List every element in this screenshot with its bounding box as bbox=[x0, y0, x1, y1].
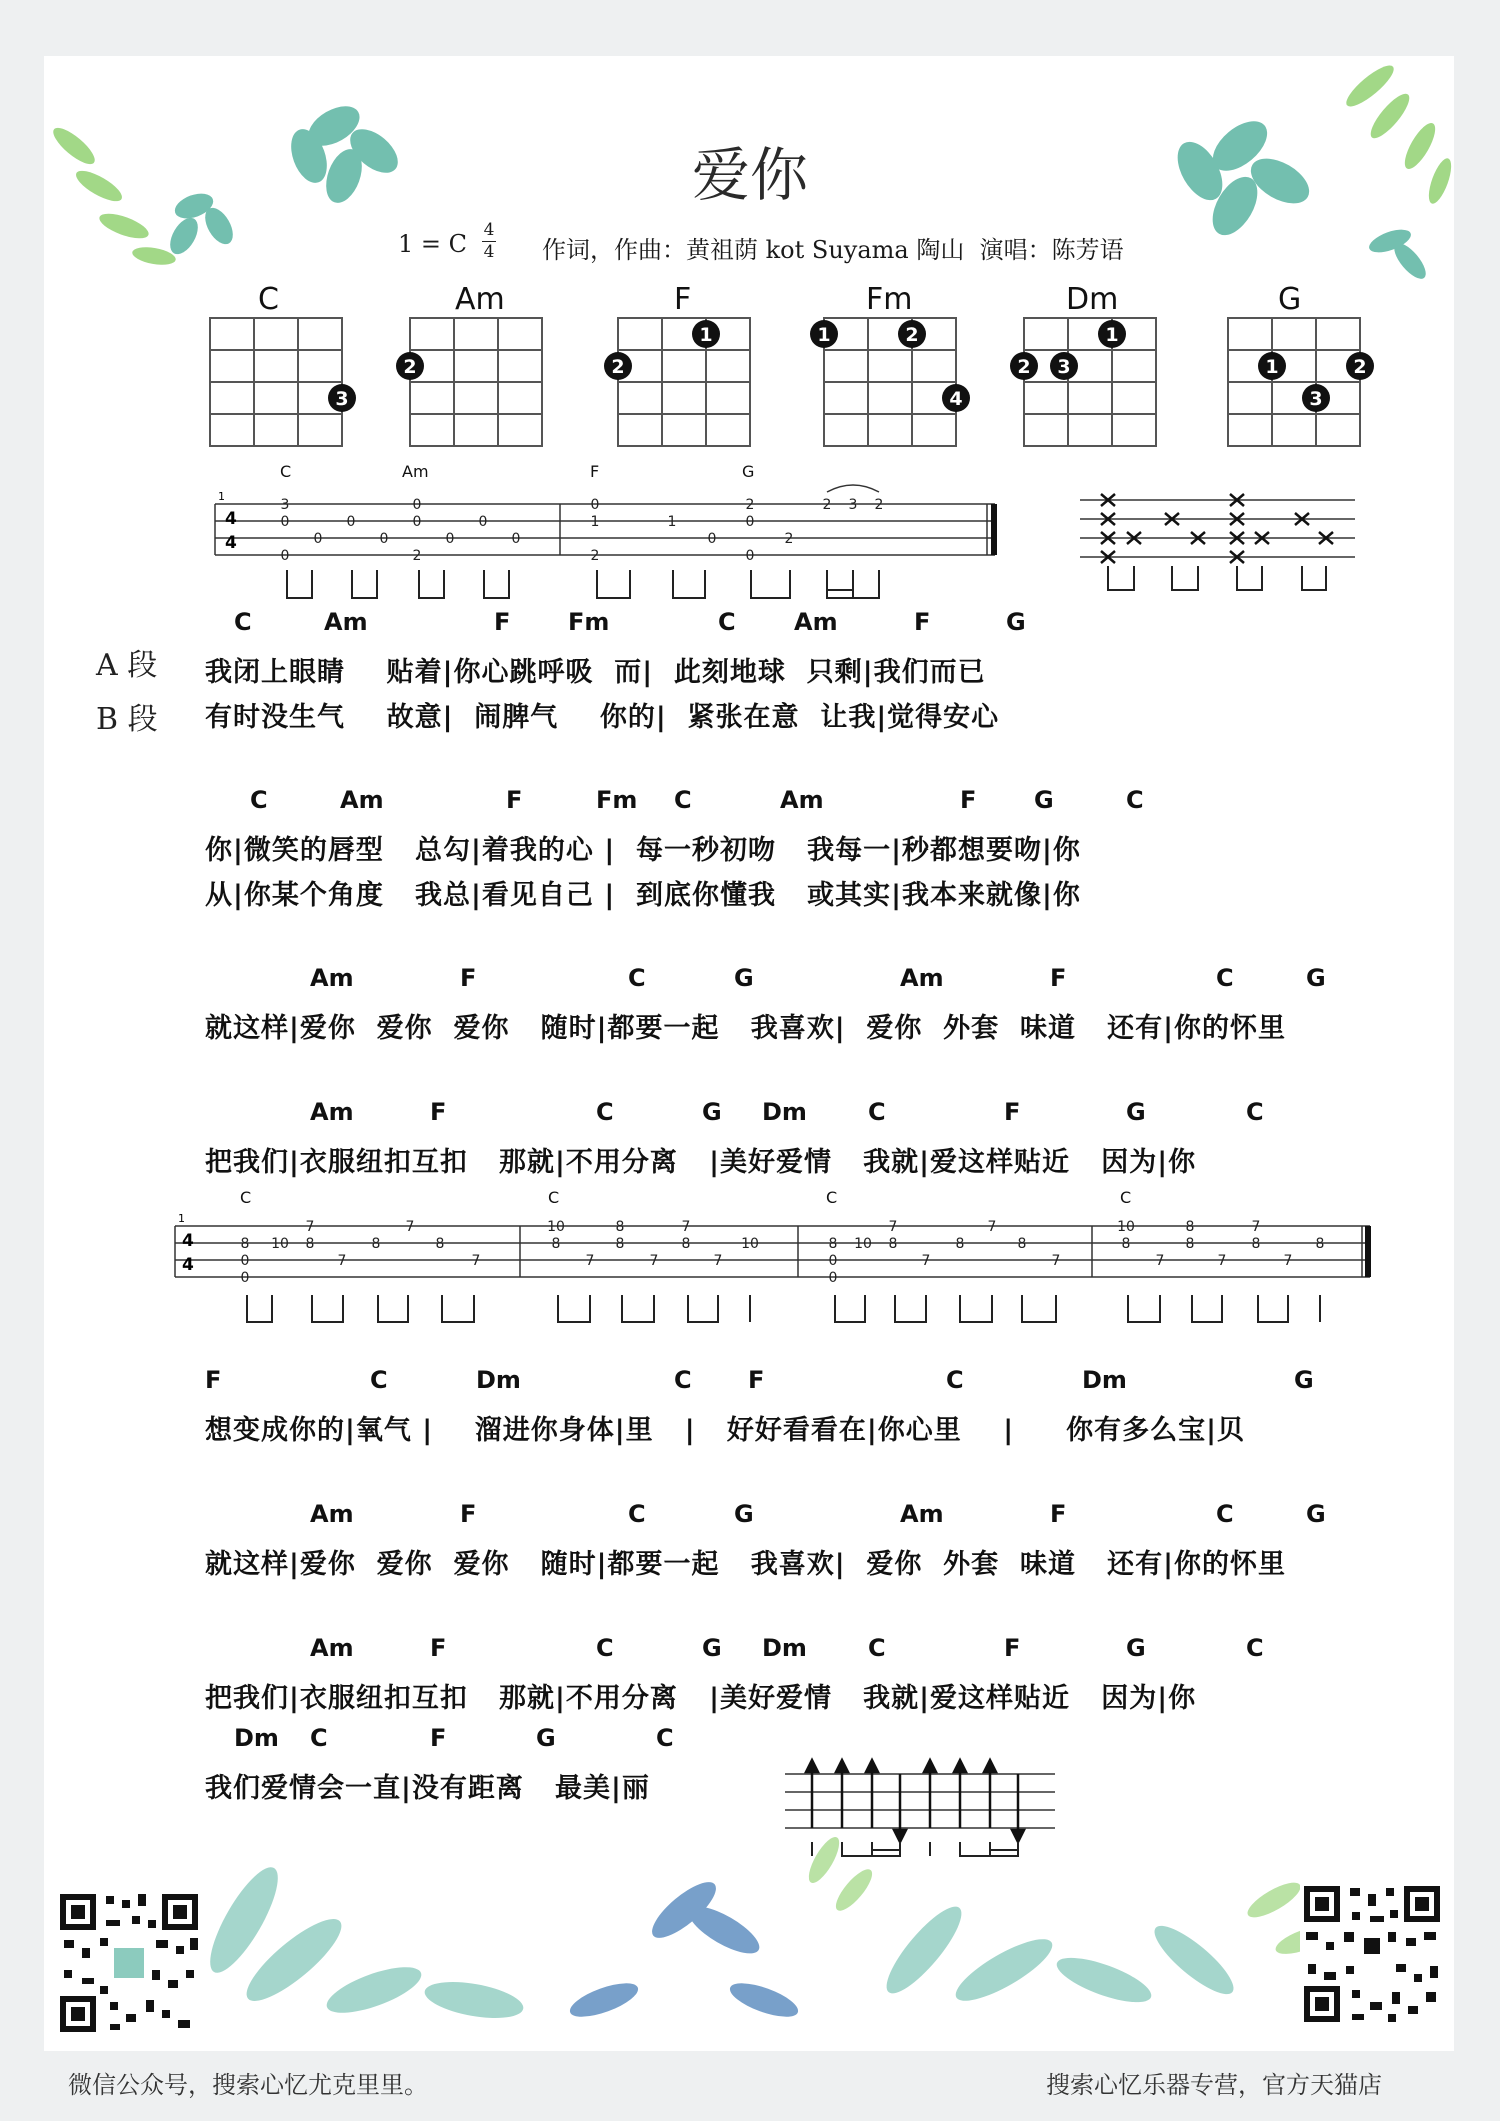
svg-text:0: 0 bbox=[707, 531, 717, 547]
svg-text:10: 10 bbox=[547, 1219, 565, 1235]
chord: G bbox=[734, 964, 754, 992]
svg-text:8: 8 bbox=[1185, 1219, 1195, 1235]
chord: C bbox=[1216, 1500, 1234, 1528]
intro-tab bbox=[205, 460, 1020, 610]
chord: F bbox=[1050, 1500, 1067, 1528]
chord: C bbox=[718, 608, 736, 636]
chord: F bbox=[430, 1724, 447, 1752]
svg-text:7: 7 bbox=[681, 1219, 691, 1235]
chord-diagrams bbox=[190, 280, 1390, 460]
lyric-line: 就这样|爱你 爱你 爱你 随时|都要一起 我喜欢| 爱你 外套 味道 还有|你的怀里 bbox=[205, 1013, 1287, 1044]
chord: G bbox=[536, 1724, 556, 1752]
svg-text:7: 7 bbox=[987, 1219, 997, 1235]
svg-text:8: 8 bbox=[435, 1236, 445, 1252]
svg-text:7: 7 bbox=[1217, 1253, 1227, 1269]
chord-name-fm: Fm bbox=[866, 282, 913, 317]
svg-text:7: 7 bbox=[1251, 1219, 1261, 1235]
lyric-line: 我闭上眼睛 贴着|你心跳呼吸 而| 此刻地球 只剩|我们而已 bbox=[205, 657, 986, 688]
chord: Am bbox=[900, 964, 944, 992]
svg-text:7: 7 bbox=[713, 1253, 723, 1269]
svg-text:7: 7 bbox=[1155, 1253, 1165, 1269]
svg-text:1: 1 bbox=[667, 514, 677, 530]
svg-text:0: 0 bbox=[478, 514, 488, 530]
svg-text:3: 3 bbox=[280, 497, 290, 513]
chord-name-am: Am bbox=[455, 282, 505, 317]
lyric-line: 把我们|衣服纽扣互扣 那就|不用分离 |美好爱情 我就|爱这样贴近 因为|你 bbox=[205, 1147, 1197, 1178]
svg-text:2: 2 bbox=[412, 548, 422, 564]
svg-text:7: 7 bbox=[649, 1253, 659, 1269]
chord: F bbox=[1004, 1634, 1021, 1662]
chord: Am bbox=[310, 1634, 354, 1662]
chord: Am bbox=[310, 964, 354, 992]
svg-text:7: 7 bbox=[1283, 1253, 1293, 1269]
chord: G bbox=[1034, 786, 1054, 814]
svg-text:7: 7 bbox=[921, 1253, 931, 1269]
lyric-line: 就这样|爱你 爱你 爱你 随时|都要一起 我喜欢| 爱你 外套 味道 还有|你的怀里 bbox=[205, 1549, 1287, 1580]
svg-text:7: 7 bbox=[337, 1253, 347, 1269]
chord-f bbox=[604, 318, 750, 446]
chord: F bbox=[748, 1366, 765, 1394]
tab2-chord-4: C bbox=[1120, 1188, 1132, 1207]
svg-text:3: 3 bbox=[848, 497, 858, 513]
svg-text:0: 0 bbox=[313, 531, 323, 547]
chord: Am bbox=[310, 1500, 354, 1528]
chord-name-dm: Dm bbox=[1066, 282, 1119, 317]
svg-text:8: 8 bbox=[1017, 1236, 1027, 1252]
svg-text:1: 1 bbox=[699, 324, 713, 346]
time-signature-top: 4 bbox=[483, 220, 495, 240]
svg-text:2: 2 bbox=[403, 356, 417, 378]
tab1-chord-1: C bbox=[280, 462, 292, 481]
tab2-chord-2: C bbox=[548, 1188, 560, 1207]
svg-text:8: 8 bbox=[1251, 1236, 1261, 1252]
chord: F bbox=[460, 964, 477, 992]
svg-text:7: 7 bbox=[888, 1219, 898, 1235]
svg-text:0: 0 bbox=[828, 1253, 838, 1269]
tab1-chord-3: F bbox=[590, 462, 600, 481]
chord-c bbox=[210, 318, 356, 446]
svg-text:8: 8 bbox=[681, 1236, 691, 1252]
svg-text:0: 0 bbox=[379, 531, 389, 547]
svg-text:1: 1 bbox=[1105, 324, 1119, 346]
chord: F bbox=[205, 1366, 222, 1394]
svg-text:3: 3 bbox=[1057, 356, 1071, 378]
svg-text:4: 4 bbox=[182, 1231, 194, 1251]
chord: F bbox=[960, 786, 977, 814]
chord: F bbox=[914, 608, 931, 636]
lyric-line: 你|微笑的唇型 总勾|着我的心 | 每一秒初吻 我每一|秒都想要吻|你 bbox=[205, 835, 1081, 866]
chord: Am bbox=[900, 1500, 944, 1528]
chord: Am bbox=[340, 786, 384, 814]
chord: C bbox=[674, 1366, 692, 1394]
chord: C bbox=[656, 1724, 674, 1752]
chord: F bbox=[430, 1634, 447, 1662]
chord: C bbox=[310, 1724, 328, 1752]
chord: Dm bbox=[1082, 1366, 1127, 1394]
svg-text:4: 4 bbox=[949, 388, 963, 410]
chord: C bbox=[370, 1366, 388, 1394]
chord: F bbox=[1050, 964, 1067, 992]
chord: G bbox=[1306, 1500, 1326, 1528]
chord: C bbox=[596, 1098, 614, 1126]
svg-text:2: 2 bbox=[1353, 356, 1367, 378]
svg-text:2: 2 bbox=[874, 497, 884, 513]
chord: C bbox=[946, 1366, 964, 1394]
qr-code-right bbox=[1300, 1882, 1444, 2026]
svg-text:7: 7 bbox=[305, 1219, 315, 1235]
svg-text:8: 8 bbox=[371, 1236, 381, 1252]
qr-code-left bbox=[56, 1890, 202, 2036]
tab2-chord-3: C bbox=[826, 1188, 838, 1207]
chord: C bbox=[1216, 964, 1234, 992]
tab1-chord-4: G bbox=[742, 462, 755, 481]
svg-text:1: 1 bbox=[1265, 356, 1279, 378]
svg-text:1: 1 bbox=[178, 1212, 185, 1225]
tab1-chord-2: Am bbox=[402, 462, 429, 481]
svg-text:7: 7 bbox=[471, 1253, 481, 1269]
svg-text:7: 7 bbox=[1051, 1253, 1061, 1269]
svg-text:8: 8 bbox=[1185, 1236, 1195, 1252]
lyric-line: 从|你某个角度 我总|看见自己 | 到底你懂我 或其实|我本来就像|你 bbox=[205, 880, 1081, 911]
svg-text:4: 4 bbox=[225, 509, 237, 529]
chord: F bbox=[1004, 1098, 1021, 1126]
svg-text:0: 0 bbox=[346, 514, 356, 530]
chord: C bbox=[628, 1500, 646, 1528]
svg-text:10: 10 bbox=[271, 1236, 289, 1252]
svg-text:0: 0 bbox=[590, 497, 600, 513]
svg-text:0: 0 bbox=[745, 548, 755, 564]
chord: Fm bbox=[596, 786, 638, 814]
svg-text:0: 0 bbox=[412, 497, 422, 513]
svg-text:8: 8 bbox=[955, 1236, 965, 1252]
chord: Dm bbox=[234, 1724, 279, 1752]
svg-text:8: 8 bbox=[615, 1219, 625, 1235]
svg-text:4: 4 bbox=[225, 533, 237, 553]
chord: Fm bbox=[568, 608, 610, 636]
svg-text:10: 10 bbox=[1117, 1219, 1135, 1235]
svg-text:1: 1 bbox=[590, 514, 600, 530]
lyric-line: 有时没生气 故意| 闹脾气 你的| 紧张在意 让我|觉得安心 bbox=[205, 702, 1000, 733]
svg-text:8: 8 bbox=[551, 1236, 561, 1252]
section-label-a: A 段 bbox=[96, 648, 158, 683]
chord: C bbox=[1126, 786, 1144, 814]
chord: Dm bbox=[476, 1366, 521, 1394]
svg-text:7: 7 bbox=[405, 1219, 415, 1235]
chord: Dm bbox=[762, 1098, 807, 1126]
chord-fm bbox=[810, 318, 970, 446]
svg-text:2: 2 bbox=[745, 497, 755, 513]
chord: Am bbox=[324, 608, 368, 636]
chord: C bbox=[868, 1098, 886, 1126]
chord: F bbox=[460, 1500, 477, 1528]
leaf-decoration-bottom bbox=[44, 1800, 1454, 2030]
chord: G bbox=[1294, 1366, 1314, 1394]
svg-text:1: 1 bbox=[218, 490, 225, 503]
tab2-chord-1: C bbox=[240, 1188, 252, 1207]
svg-text:2: 2 bbox=[905, 324, 919, 346]
svg-text:1: 1 bbox=[817, 324, 831, 346]
svg-text:8: 8 bbox=[615, 1236, 625, 1252]
chord-dm bbox=[1010, 318, 1156, 446]
chord: G bbox=[702, 1634, 722, 1662]
chord: Am bbox=[310, 1098, 354, 1126]
chord-am bbox=[396, 318, 542, 446]
key-signature: 1 = C bbox=[398, 230, 467, 258]
svg-text:8: 8 bbox=[1121, 1236, 1131, 1252]
svg-text:0: 0 bbox=[445, 531, 455, 547]
svg-text:10: 10 bbox=[854, 1236, 872, 1252]
chord: Am bbox=[794, 608, 838, 636]
chord: C bbox=[234, 608, 252, 636]
svg-text:0: 0 bbox=[240, 1270, 250, 1286]
chord-name-c: C bbox=[258, 282, 279, 317]
chord: G bbox=[1126, 1634, 1146, 1662]
svg-text:10: 10 bbox=[741, 1236, 759, 1252]
interlude-tab bbox=[170, 1180, 1390, 1335]
svg-text:8: 8 bbox=[828, 1236, 838, 1252]
lyric-line: 我们爱情会一直|没有距离 最美|丽 bbox=[205, 1773, 650, 1804]
svg-text:2: 2 bbox=[822, 497, 832, 513]
chord: C bbox=[596, 1634, 614, 1662]
chord: G bbox=[734, 1500, 754, 1528]
footer-left: 微信公众号，搜索心忆尤克里里。 bbox=[68, 2071, 428, 2099]
lyric-line: 想变成你的|氧气 | 溜进你身体|里 | 好好看看在|你心里 | 你有多么宝|贝 bbox=[205, 1415, 1246, 1446]
chord: G bbox=[1306, 964, 1326, 992]
chord: G bbox=[702, 1098, 722, 1126]
chord: C bbox=[250, 786, 268, 814]
chord: F bbox=[430, 1098, 447, 1126]
chord: C bbox=[1246, 1098, 1264, 1126]
svg-text:2: 2 bbox=[590, 548, 600, 564]
svg-text:0: 0 bbox=[280, 548, 290, 564]
chord: F bbox=[506, 786, 523, 814]
svg-text:0: 0 bbox=[280, 514, 290, 530]
svg-text:7: 7 bbox=[585, 1253, 595, 1269]
svg-text:0: 0 bbox=[745, 514, 755, 530]
chord: Am bbox=[780, 786, 824, 814]
svg-text:0: 0 bbox=[828, 1270, 838, 1286]
chord: F bbox=[494, 608, 511, 636]
svg-text:2: 2 bbox=[611, 356, 625, 378]
time-signature-bottom: 4 bbox=[483, 242, 495, 262]
chord: C bbox=[674, 786, 692, 814]
svg-text:0: 0 bbox=[240, 1253, 250, 1269]
svg-text:2: 2 bbox=[784, 531, 794, 547]
chord: C bbox=[628, 964, 646, 992]
svg-text:3: 3 bbox=[335, 388, 349, 410]
svg-text:8: 8 bbox=[1315, 1236, 1325, 1252]
time-signature bbox=[482, 222, 496, 261]
svg-text:0: 0 bbox=[511, 531, 521, 547]
chord-name-f: F bbox=[674, 282, 692, 317]
lyric-line: 把我们|衣服纽扣互扣 那就|不用分离 |美好爱情 我就|爱这样贴近 因为|你 bbox=[205, 1683, 1197, 1714]
svg-text:8: 8 bbox=[240, 1236, 250, 1252]
strum-pattern-1 bbox=[1075, 486, 1360, 596]
svg-text:2: 2 bbox=[1017, 356, 1031, 378]
song-title: 爱你 bbox=[691, 141, 808, 209]
chord-g bbox=[1228, 318, 1374, 446]
svg-text:8: 8 bbox=[305, 1236, 315, 1252]
svg-text:8: 8 bbox=[888, 1236, 898, 1252]
chord: Dm bbox=[762, 1634, 807, 1662]
chord: G bbox=[1006, 608, 1026, 636]
chord: C bbox=[868, 1634, 886, 1662]
svg-text:3: 3 bbox=[1309, 388, 1323, 410]
credits: 作词，作曲：黄祖荫 kot Suyama 陶山 演唱：陈芳语 bbox=[542, 236, 1124, 264]
section-label-b: B 段 bbox=[96, 702, 158, 737]
svg-text:0: 0 bbox=[412, 514, 422, 530]
chord: C bbox=[1246, 1634, 1264, 1662]
footer-right: 搜索心忆乐器专营，官方天猫店 bbox=[1046, 2071, 1382, 2099]
svg-text:4: 4 bbox=[182, 1255, 194, 1275]
chord-name-g: G bbox=[1278, 282, 1302, 317]
chord: G bbox=[1126, 1098, 1146, 1126]
